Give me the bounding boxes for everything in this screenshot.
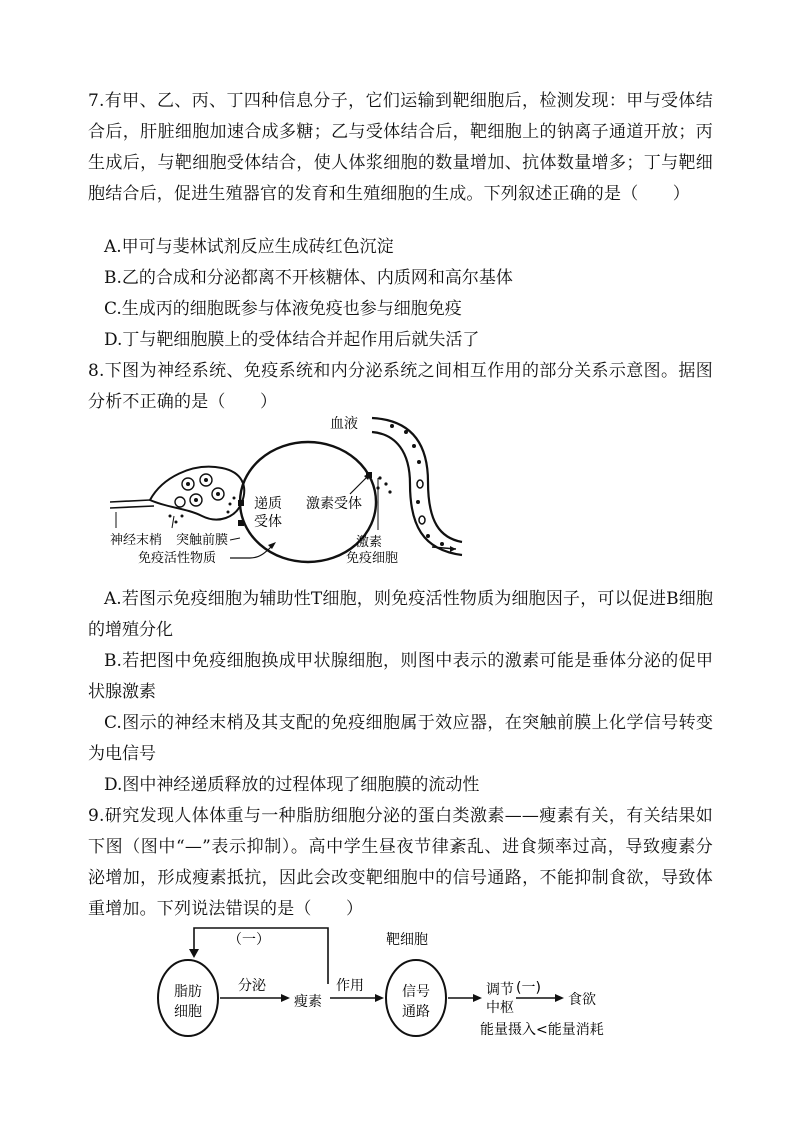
label-secrete: 分泌 [238, 978, 266, 994]
label-hormone: 激素 [356, 535, 383, 550]
q9-figure [150, 922, 660, 1050]
label-appetite: 食欲 [568, 992, 596, 1008]
label-energy: 能量摄入<能量消耗 [480, 1022, 604, 1038]
q9-stem: 9.研究发现人体体重与一种脂肪细胞分泌的蛋白类激素——瘦素有关，有关结果如下图（图中“—”表示抑制）。高中学生昼夜节律紊乱、进食频率过高，导致瘦素分泌增加，形成瘦素抵抗，因此会改变靶细胞中的信号通路，不能抑制食欲，导致体重增加。下列说法错误的是（ ） [88, 806, 713, 919]
q8-option-b: B.若把图中免疫细胞换成甲状腺细胞，则图中表示的激素可能是垂体分泌的促甲状腺激素 [88, 651, 713, 702]
nerve-ending-shape [150, 467, 244, 520]
label-blood: 血液 [330, 416, 358, 432]
label-hormone-receptor: 激素受体 [306, 496, 362, 512]
label-inhibit: (一) [516, 980, 541, 996]
label-target-cell: 靶细胞 [386, 932, 428, 948]
q8-stem: 8.下图为神经系统、免疫系统和内分泌系统之间相互作用的部分关系示意图。据图分析不正确的是（ ） [88, 361, 713, 412]
q7-stem: 7.有甲、乙、丙、丁四种信息分子，它们运输到靶细胞后，检测发现：甲与受体结合后，肝脏细胞加速合成多糖；乙与受体结合后，靶细胞上的钠离子通道开放；丙生成后，与靶细胞受体结合，使人体浆细胞的数量增加、抗体数量增多；丁与靶细胞结合后，促进生殖器官的发育和生殖细胞的生成。下列叙述正确的是（ ） [88, 91, 713, 204]
synaptic-vesicles [175, 474, 224, 507]
label-neurotransmitter-receptor-2: 受体 [254, 514, 282, 530]
label-signal-path-2: 通路 [402, 1004, 430, 1020]
label-fat-cell-2: 细胞 [174, 1004, 202, 1020]
label-center-2: 中枢 [486, 1000, 514, 1016]
label-neurotransmitter-receptor-1: 递质 [254, 496, 282, 512]
q7-option-b: B.乙的合成和分泌都离不开核糖体、内质网和高尔基体 [104, 268, 513, 288]
q7-option-c: C.生成丙的细胞既参与体液免疫也参与细胞免疫 [104, 299, 462, 319]
q7-option-d: D.丁与靶细胞膜上的受体结合并起作用后就失活了 [104, 330, 480, 350]
label-signal-path-1: 信号 [402, 984, 430, 1000]
q8-option-d: D.图中神经递质释放的过程体现了细胞膜的流动性 [104, 775, 480, 795]
label-immune-cell: 免疫细胞 [346, 551, 399, 566]
q8-option-a: A.若图示免疫细胞为辅助性T细胞，则免疫活性物质为细胞因子，可以促进B细胞的增殖分化 [88, 589, 713, 640]
label-immune-active-substance: 免疫活性物质 [138, 551, 217, 566]
q8-option-c: C.图示的神经末梢及其支配的免疫细胞属于效应器，在突触前膜上化学信号转变为电信号 [88, 713, 713, 764]
label-act: 作用 [336, 978, 364, 994]
label-feedback-inhibition: （一） [228, 932, 270, 948]
label-fat-cell-1: 脂肪 [174, 984, 202, 1000]
q8-figure [110, 412, 470, 570]
label-nerve-ending: 神经末梢 [110, 533, 163, 548]
label-presynaptic-membrane: 突触前膜 [176, 533, 229, 548]
q7-option-a: A.甲可与斐林试剂反应生成砖红色沉淀 [104, 237, 394, 257]
label-center-1: 调节 [486, 982, 514, 998]
label-leptin: 瘦素 [294, 994, 322, 1010]
